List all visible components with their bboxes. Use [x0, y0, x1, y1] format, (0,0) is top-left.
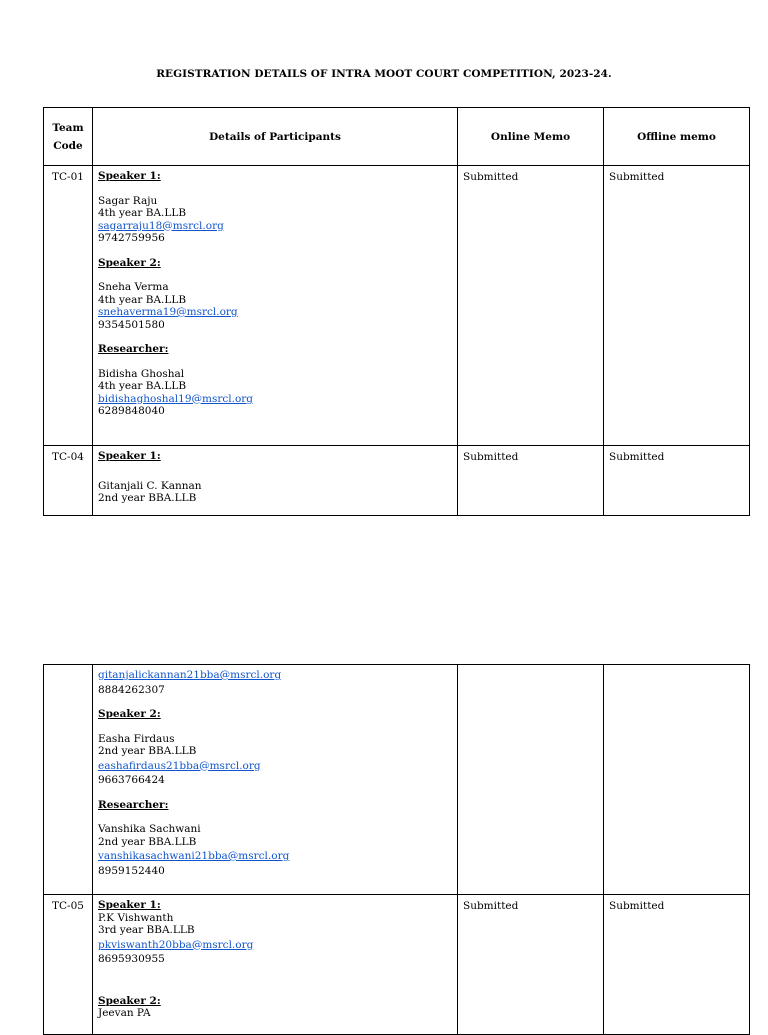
- online-memo-empty: [458, 665, 604, 895]
- registration-table-page-2: [43, 664, 750, 1035]
- header-details: Details of Participants: [93, 108, 458, 166]
- document-title: REGISTRATION DETAILS OF INTRA MOOT COURT COMPETITION, 2023-24.: [156, 68, 612, 80]
- offline-memo-status: Submitted: [604, 446, 750, 516]
- role-label: Researcher:: [98, 343, 169, 355]
- team-code-empty: [44, 665, 93, 895]
- participant-name: Gitanjali C. Kannan: [98, 479, 202, 492]
- participant-email-link[interactable]: sagarraju18@msrcl.org: [98, 219, 224, 232]
- offline-memo-status: Submitted: [604, 895, 750, 1035]
- participant-email-link[interactable]: bidishaghoshal19@msrcl.org: [98, 392, 254, 405]
- table-row-tc04: [44, 446, 750, 516]
- online-memo-status: Submitted: [458, 446, 604, 516]
- offline-memo-empty: [604, 665, 750, 895]
- role-label: Speaker 2:: [98, 256, 161, 269]
- participant-name: Sneha Verma: [98, 281, 169, 293]
- participant-details: [93, 895, 458, 1035]
- participant-name: P.K Vishwanth: [98, 911, 174, 924]
- participant-year: 3rd year BBA.LLB: [98, 924, 195, 936]
- participant-year: 4th year BA.LLB: [98, 293, 187, 306]
- online-memo-status: Submitted: [458, 166, 604, 446]
- header-row: [44, 108, 750, 166]
- team-code: TC-05: [44, 895, 93, 1035]
- participant-email-link[interactable]: eashafirdaus21bba@msrcl.org: [98, 759, 261, 772]
- participant-email-link[interactable]: snehaverma19@msrcl.org: [98, 306, 238, 318]
- table-row-tc04-continued: [44, 665, 750, 895]
- team-code: TC-04: [44, 446, 93, 516]
- online-memo-status: Submitted: [458, 895, 604, 1035]
- participant-details: [93, 166, 458, 446]
- role-label: Speaker 1:: [98, 170, 161, 182]
- participant-details: [93, 665, 458, 895]
- participant-year: 2nd year BBA.LLB: [98, 835, 197, 848]
- participant-phone: 9663766424: [98, 774, 165, 786]
- participant-phone: 9742759956: [98, 232, 165, 244]
- header-offline-memo: Offline memo: [604, 108, 750, 166]
- participant-year: 2nd year BBA.LLB: [98, 492, 197, 504]
- role-label: Speaker 1:: [98, 450, 161, 462]
- participant-name: Vanshika Sachwani: [98, 823, 201, 835]
- participant-name: Jeevan PA: [98, 1007, 151, 1019]
- participant-year: 4th year BA.LLB: [98, 207, 187, 219]
- participant-phone: 6289848040: [98, 405, 165, 417]
- table-row-tc01: [44, 166, 750, 446]
- participant-phone: 9354501580: [98, 318, 165, 331]
- participant-name: Easha Firdaus: [98, 732, 175, 745]
- offline-memo-status: Submitted: [604, 166, 750, 446]
- participant-phone: 8959152440: [98, 864, 165, 877]
- participant-email-link[interactable]: gitanjalickannan21bba@msrcl.org: [98, 669, 282, 681]
- header-team-code: Team Code: [44, 108, 93, 166]
- role-label: Researcher:: [98, 798, 169, 811]
- participant-year: 2nd year BBA.LLB: [98, 745, 197, 757]
- participant-email-link[interactable]: pkviswanth20bba@msrcl.org: [98, 938, 254, 951]
- participant-name: Bidisha Ghoshal: [98, 367, 185, 380]
- team-code: TC-01: [44, 166, 93, 446]
- participant-phone: 8884262307: [98, 683, 165, 696]
- header-online-memo: Online Memo: [458, 108, 604, 166]
- participant-name: Sagar Raju: [98, 194, 158, 207]
- table-row-tc05: [44, 895, 750, 1035]
- participant-email-link[interactable]: vanshikasachwani21bba@msrcl.org: [98, 850, 290, 862]
- role-label: Speaker 2:: [98, 708, 161, 720]
- registration-table-page-1: [43, 107, 750, 516]
- role-label: Speaker 1:: [98, 899, 161, 911]
- participant-details: [93, 446, 458, 516]
- participant-year: 4th year BA.LLB: [98, 380, 187, 392]
- participant-phone: 8695930955: [98, 953, 165, 965]
- role-label: Speaker 2:: [98, 994, 161, 1007]
